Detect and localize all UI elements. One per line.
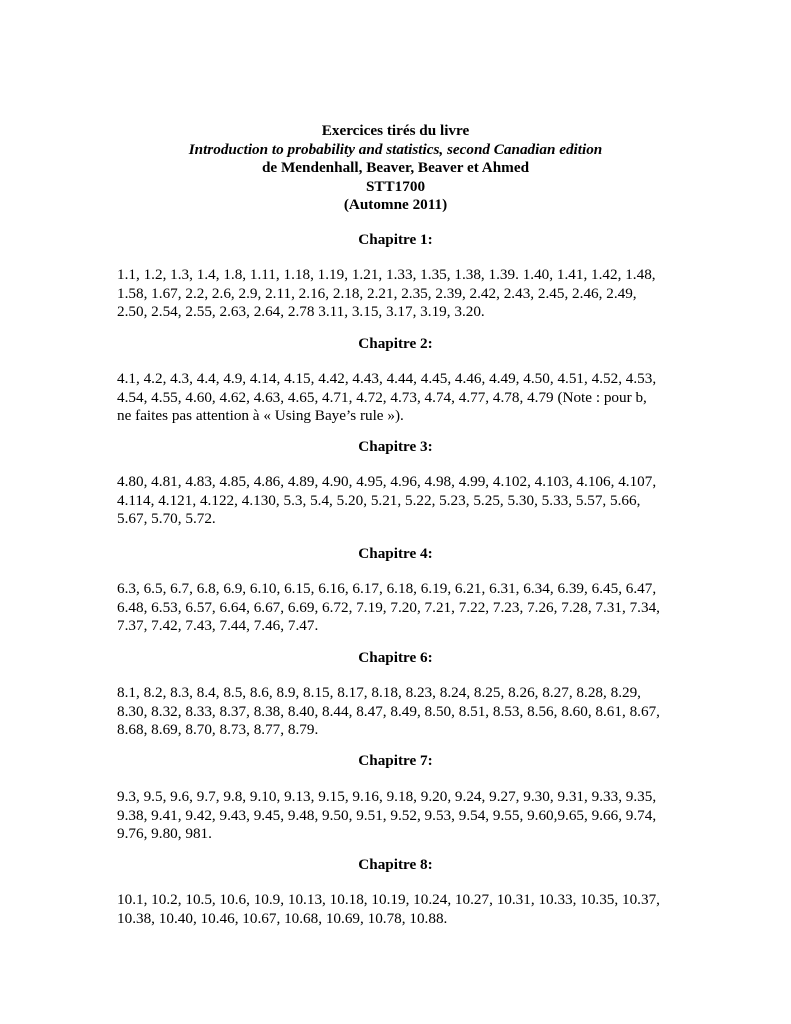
exercise-line: 1.58, 1.67, 2.2, 2.6, 2.9, 2.11, 2.16, 2.18, 2.21, 2.35, 2.39, 2.42, 2.43, 2.45, 2.46, 2.49,	[117, 284, 637, 302]
chapter-3-title: Chapitre 3:	[358, 438, 433, 455]
chapter-7-title: Chapitre 7:	[358, 752, 433, 769]
exercise-line: 9.38, 9.41, 9.42, 9.43, 9.45, 9.48, 9.50, 9.51, 9.52, 9.53, 9.54, 9.55, 9.60,9.65, 9.66, 9.74,	[117, 806, 657, 824]
header-line-1: Exercices tirés du livre	[321, 122, 470, 139]
book-title: Introduction to probability and statistics, second Canadian edition	[188, 140, 603, 158]
chapter-1-title: Chapitre 1:	[358, 231, 433, 248]
chapter-8-exercises	[117, 891, 689, 928]
exercise-line: 10.38, 10.40, 10.46, 10.67, 10.68, 10.69, 10.78, 10.88.	[117, 909, 448, 927]
exercise-line: 4.80, 4.81, 4.83, 4.85, 4.86, 4.89, 4.90, 4.95, 4.96, 4.98, 4.99, 4.102, 4.103, 4.106, 4.107,	[117, 473, 657, 490]
exercise-line: 6.3, 6.5, 6.7, 6.8, 6.9, 6.10, 6.15, 6.16, 6.17, 6.18, 6.19, 6.21, 6.31, 6.34, 6.39, 6.45, 6.47,	[117, 580, 657, 597]
chapter-4-title: Chapitre 4:	[358, 545, 433, 562]
chapter-7-exercises	[117, 788, 689, 844]
exercise-line: 4.114, 4.121, 4.122, 4.130, 5.3, 5.4, 5.20, 5.21, 5.22, 5.23, 5.25, 5.30, 5.33, 5.57, 5.66,	[117, 491, 641, 509]
exercise-line: 10.1, 10.2, 10.5, 10.6, 10.9, 10.13, 10.18, 10.19, 10.24, 10.27, 10.31, 10.33, 10.35, 10.37,	[117, 891, 660, 908]
chapter-1-exercises	[117, 266, 689, 322]
exercise-line: 4.54, 4.55, 4.60, 4.62, 4.63, 4.65, 4.71, 4.72, 4.73, 4.74, 4.77, 4.78, 4.79 (Note : pour b,	[117, 388, 647, 406]
book-authors: de Mendenhall, Beaver, Beaver et Ahmed	[261, 159, 530, 177]
chapter-2-exercises	[117, 370, 689, 426]
chapter-6-title: Chapitre 6:	[358, 649, 433, 666]
chapter-4-exercises	[117, 580, 689, 636]
exercise-line: 2.50, 2.54, 2.55, 2.63, 2.64, 2.78 3.11, 3.15, 3.17, 3.19, 3.20.	[117, 303, 485, 321]
document-header	[0, 122, 791, 215]
exercise-line: 8.68, 8.69, 8.70, 8.73, 8.77, 8.79.	[117, 721, 319, 739]
exercise-line: ne faites pas attention à « Using Baye’s rule »).	[117, 407, 404, 425]
chapter-6-exercises	[117, 684, 689, 740]
chapter-3-exercises	[117, 473, 689, 529]
exercise-line: 8.1, 8.2, 8.3, 8.4, 8.5, 8.6, 8.9, 8.15, 8.17, 8.18, 8.23, 8.24, 8.25, 8.26, 8.27, 8.28, 8.29,	[117, 684, 641, 701]
exercise-line: 1.1, 1.2, 1.3, 1.4, 1.8, 1.11, 1.18, 1.19, 1.21, 1.33, 1.35, 1.38, 1.39. 1.40, 1.41, 1.42, 1.48,	[117, 266, 656, 283]
exercise-line: 9.76, 9.80, 981.	[117, 825, 212, 843]
exercise-line: 9.3, 9.5, 9.6, 9.7, 9.8, 9.10, 9.13, 9.15, 9.16, 9.18, 9.20, 9.24, 9.27, 9.30, 9.31, 9.33, 9.35,	[117, 788, 657, 805]
exercise-line: 8.30, 8.32, 8.33, 8.37, 8.38, 8.40, 8.44, 8.47, 8.49, 8.50, 8.51, 8.53, 8.56, 8.60, 8.61, 8.67,	[117, 702, 660, 720]
chapter-8-title: Chapitre 8:	[358, 856, 433, 873]
exercise-line: 5.67, 5.70, 5.72.	[117, 510, 216, 528]
chapter-2-title: Chapitre 2:	[358, 335, 433, 352]
course-code: STT1700	[365, 177, 426, 195]
exercise-line: 4.1, 4.2, 4.3, 4.4, 4.9, 4.14, 4.15, 4.42, 4.43, 4.44, 4.45, 4.46, 4.49, 4.50, 4.51, 4.52, 4.53,	[117, 370, 657, 387]
term: (Automne 2011)	[343, 196, 448, 214]
exercise-line: 6.48, 6.53, 6.57, 6.64, 6.67, 6.69, 6.72, 7.19, 7.20, 7.21, 7.22, 7.23, 7.26, 7.28, 7.31, 7.34,	[117, 598, 660, 616]
exercise-line: 7.37, 7.42, 7.43, 7.44, 7.46, 7.47.	[117, 617, 319, 635]
